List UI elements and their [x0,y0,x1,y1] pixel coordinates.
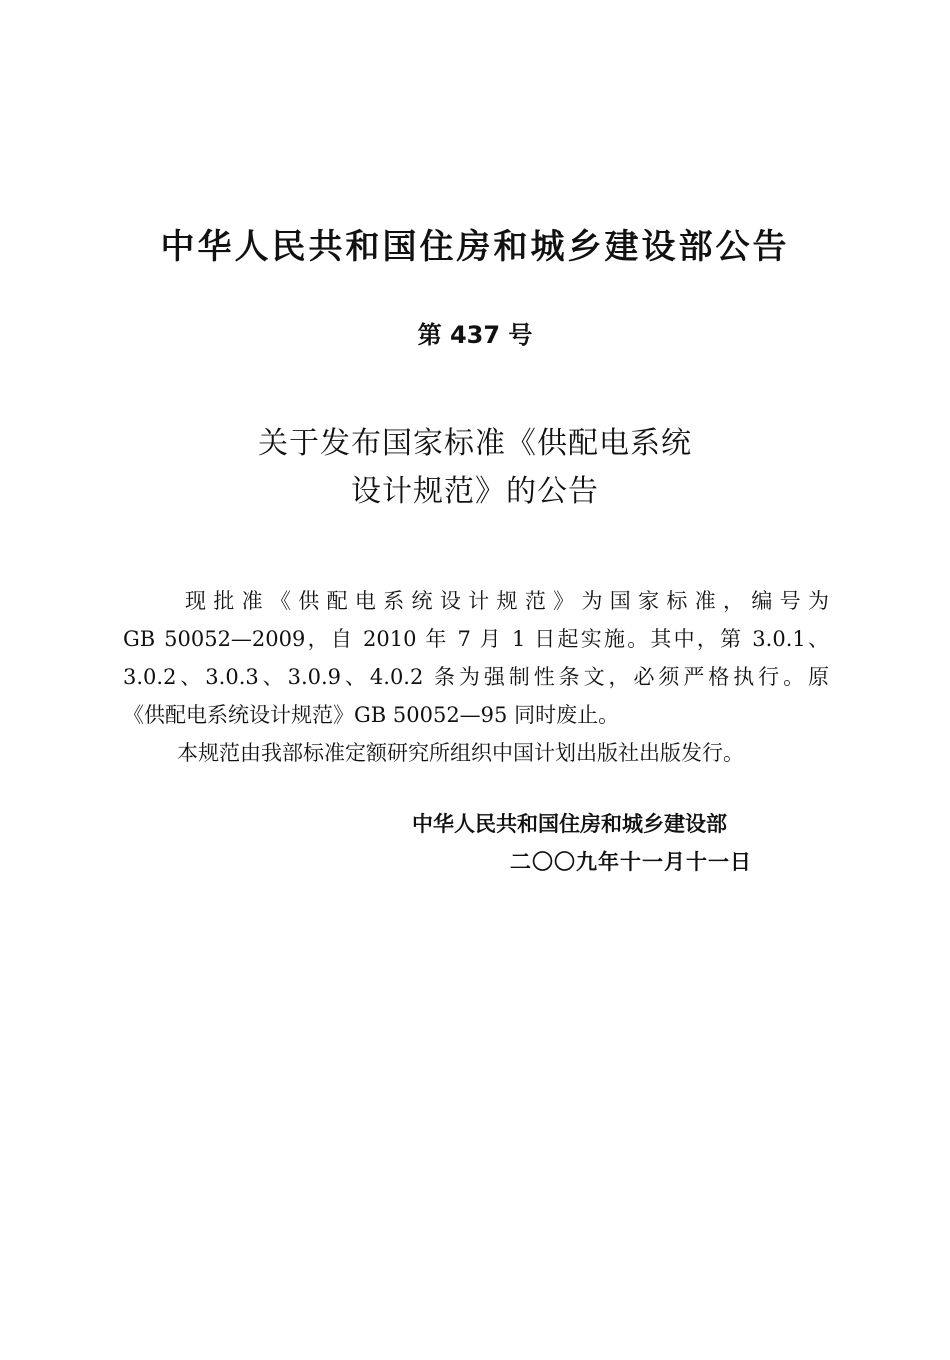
subject-line-1: 关于发布国家标准《供配电系统 [258,426,692,461]
signature-organization: 中华人民共和国住房和城乡建设部 [412,812,727,836]
body-line: 《供配电系统设计规范》GB 50052—95 同时废止。 [123,703,620,727]
signature-date: 二〇〇九年十一月十一日 [510,850,752,874]
body-paragraph-1 [123,582,829,734]
notice-number: 第 437 号 [417,321,533,349]
body-paragraph-2 [123,734,829,772]
body-line: GB 50052—2009，自 2010 年 7 月 1 日起实施。其中，第 3.0.1、 [123,627,829,651]
body-line: 现批准《供配电系统设计规范》为国家标准，编号为 [185,589,829,613]
body-line: 3.0.2、3.0.3、3.0.9、4.0.2 条为强制性条文，必须严格执行。原 [123,665,829,689]
body-line: 本规范由我部标准定额研究所组织中国计划出版社出版发行。 [177,741,744,765]
issuer-title: 中华人民共和国住房和城乡建设部公告 [160,227,790,267]
notice-body [123,582,829,772]
notice-subject [0,420,950,516]
subject-line-2: 设计规范》的公告 [351,474,599,509]
